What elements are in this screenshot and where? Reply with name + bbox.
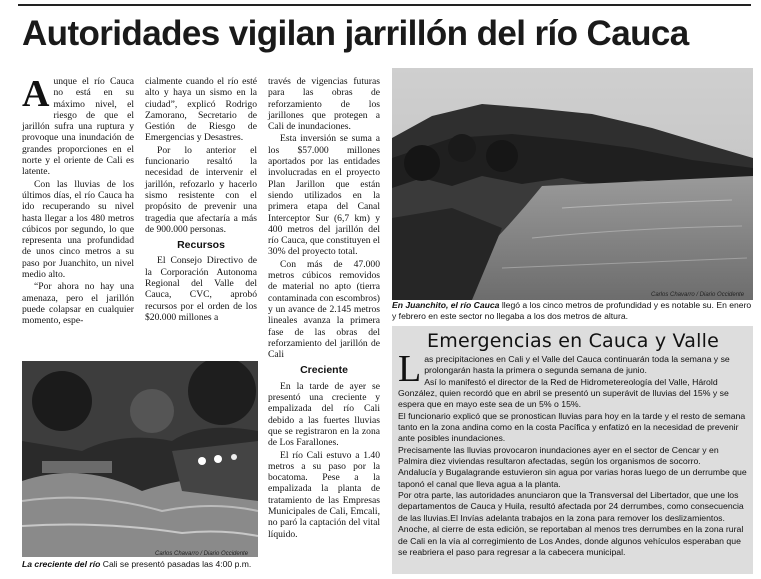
box-paragraph: Por otra parte, las autoridades anunciaron que la Transversal del Libertador, que une los departamentos de Cauca y Huila, resultó afectada por 24 derrumbes, como consecuencia de las lluvias.El Invías adelanta trabajos en la zona para remover los deslizamientos.	[398, 490, 744, 523]
photo-caption-bottom: La creciente del río Cali se presentó pasadas las 4:00 p.m.	[22, 559, 252, 569]
box-paragraph: Precisamente las lluvias provocaron inundaciones ayer en el sector de Cencar y en Palmira diez viviendas resultaron afectadas, según los organismos de socorro.	[398, 444, 719, 467]
article-paragraph: través de vigencias futuras para las obras de reforzamiento de los jarillones que protegen a Cali de inundaciones.	[268, 76, 380, 133]
photo-credit-top: Carlos Chavarro / Diario Occidente	[651, 292, 745, 298]
box-title: Emergencias en Cauca y Valle	[427, 330, 719, 352]
box-paragraph: Las precipitaciones en Cali y el Valle del Cauca continuarán toda la semana y se prolongarán hasta la primera o segunda semana de junio.	[398, 348, 730, 390]
article-paragraph: “Por ahora no hay una amenaza, pero el jarillón puede colapsar en cualquier momento, espe-	[22, 281, 134, 327]
river-landscape-image	[392, 68, 753, 300]
box-body	[398, 348, 747, 558]
box-paragraph: Andalucía y Bugalagrande estuvieron sin agua por varias horas luego de un derrumbe que taponó el canal que lleva agua a la planta.	[398, 467, 747, 489]
article-paragraph: Con las lluvias de los últimos días, el río Cauca ha ido recuperando su nivel hasta llegar a los 480 metros cúbicos por segundo, lo que representa una profundidad de unos cinco metros a su paso por Juanchito, un nivel medio alto.	[22, 178, 134, 281]
article-lead-paragraph: Aunque el río Cauca no está en su máximo nivel, el riesgo de que el jarillón sufra una ruptura y provoque una inundación de grandes proporciones en el norte y el oriente de Cali es latente.	[22, 73, 134, 178]
article-column-2	[145, 76, 257, 324]
river-photo-cali	[22, 361, 258, 557]
article-paragraph: cialmente cuando el río esté alto y haya un sismo en la ciudad”, explicó Rodrigo Zamorano, Secretario de Gestión de Riesgo de Emergencias y Desastres.	[145, 76, 257, 144]
river-photo-juanchito	[392, 68, 753, 300]
box-paragraph: Anoche, al cierre de esta edición, se reportaban al menos tres derrumbes en la zona rural de Cali en la vía al corregimiento de Los Andes, donde algunos vehículos esperaban que se reabriera el paso para regresar a la cabecera municipal.	[398, 524, 744, 557]
article-paragraph: Con más de 47.000 metros cúbicos removidos de material no apto (tierra contaminada con escombros) y un avance de 2.145 metros lineales avanza la primera fase de las obras del reforzamiento del jarillón de Cali	[268, 258, 380, 361]
photo-caption-top: En Juanchito, el río Cauca llegó a los cinco metros de profundidad y es notable su. En enero y febrero en este sector no llegaba a los dos metros de altura.	[392, 300, 752, 321]
box-paragraph: Así lo manifestó el director de la Red de Hidrometereología del Valle, Hárold González, quien recordó que en abril se presentó un superávit de lluvias del 15% y se espera que en mayo este sea de un 5% o 15%.	[398, 376, 729, 410]
photo-credit-bottom: Carlos Chavarro / Diario Occidente	[155, 551, 249, 557]
headline: Autoridades vigilan jarrillón del río Cauca	[22, 14, 689, 53]
flood-image	[22, 361, 258, 557]
article-paragraph: En la tarde de ayer se presentó una creciente y empalizada del río Cali debido a las fuertes lluvias que se registraron en la zona de Los Farallones.	[268, 380, 380, 449]
article-paragraph: El Consejo Directivo de la Corporación Autonoma Regional del Valle del Cauca, CVC, aprobó recursos por el orden de los $20.000 millones a	[145, 255, 257, 323]
box-paragraph: El funcionario explicó que se pronostican lluvias para hoy en la tarde y el resto de semana tanto en la zona andina como en la costa Pacífica y enfatizó en la necesidad de prevenir ante posibles inundaciones.	[398, 410, 746, 444]
box-dropcap: L	[398, 348, 422, 390]
article-column-3	[268, 76, 380, 541]
dropcap: A	[22, 73, 50, 115]
subhead-creciente: Creciente	[300, 364, 348, 377]
article-paragraph: Por lo anterior el funcionario resaltó la necesidad de intervenir el jarillón, refozarlo y hacerlo sismo resistente con el propósito de prevenir una tragedia que afectaría a más de 900.000 personas.	[145, 144, 257, 235]
top-rule	[18, 4, 751, 6]
article-paragraph: Esta inversión se suma a los $57.000 millones aportados por las entidades involucradas en el proyecto Plan Jarillon que están siendo utilizados en la primera etapa del Canal Interceptor Sur (6,7 km) y 400 metros del jarillón del río Cauca, que constituyen el 30% del proyecto total.	[268, 133, 380, 258]
article-paragraph: El río Cali estuvo a 1.40 metros a su paso por la bocatoma. Pese a la empalizada la planta de tratamiento de las Empresas Municipales de Cali, Emcali, no paró la captación del vital líquido.	[268, 449, 380, 540]
subhead-recursos: Recursos	[177, 239, 225, 252]
article-column-1	[22, 73, 134, 328]
